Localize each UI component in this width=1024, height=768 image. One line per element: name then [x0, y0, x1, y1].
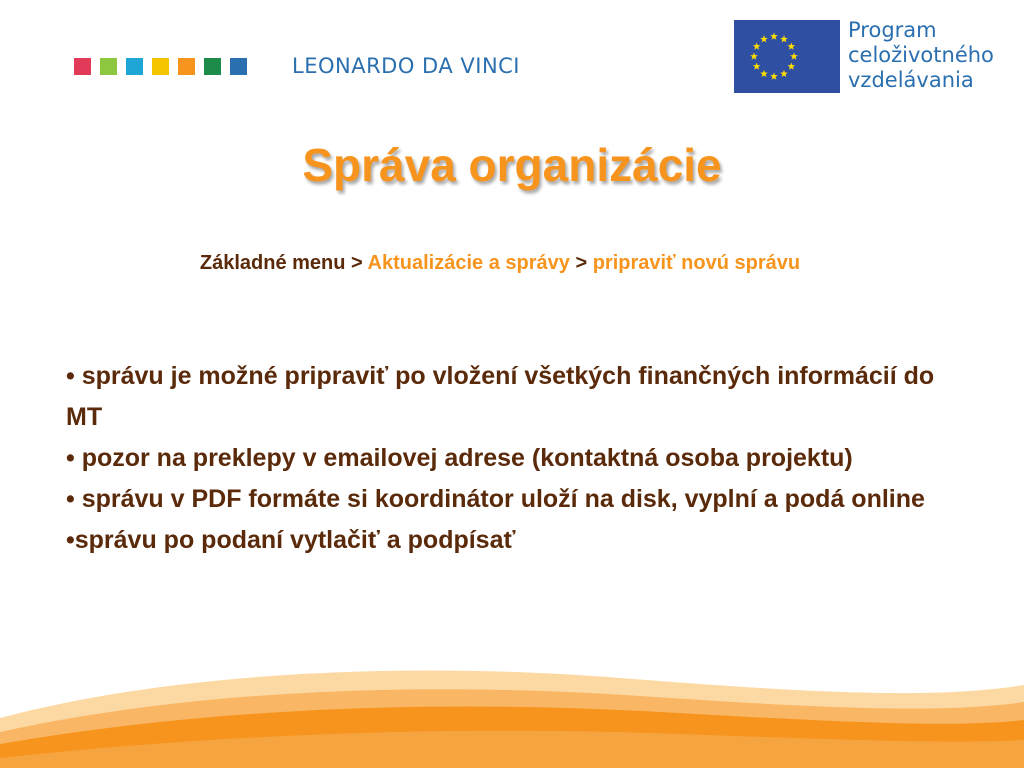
leonardo-da-vinci-logo-text: LEONARDO DA VINCI	[292, 54, 521, 78]
breadcrumb-part: Základné menu >	[199, 252, 368, 274]
bullet-list	[66, 356, 946, 561]
breadcrumb-part: >	[569, 252, 593, 274]
square-icon	[204, 58, 221, 75]
square-icon	[230, 58, 247, 75]
bullet-item: • pozor na preklepy v emailovej adrese (kontaktná osoba projektu)	[66, 444, 853, 472]
bullet-item: • správu je možné pripraviť po vložení všetkých finančných informácií do MT	[66, 362, 935, 431]
square-icon	[178, 58, 195, 75]
square-icon	[74, 58, 91, 75]
program-line: Program	[848, 18, 937, 42]
bullet-item: • správu v PDF formáte si koordinátor uloží na disk, vyplní a podá online	[66, 485, 925, 513]
breadcrumb-part: Aktualizácie a správy	[367, 252, 570, 274]
program-logo-text	[848, 18, 994, 93]
eu-flag-icon	[734, 20, 840, 93]
square-icon	[152, 58, 169, 75]
square-icon	[100, 58, 117, 75]
breadcrumb	[0, 252, 1000, 275]
footer-wave-decoration	[0, 640, 1024, 768]
program-line: celoživotného	[848, 43, 994, 67]
program-line: vzdelávania	[848, 68, 974, 92]
bullet-item: •správu po podaní vytlačiť a podpísať	[66, 526, 516, 554]
square-icon	[126, 58, 143, 75]
leonardo-color-squares	[74, 58, 247, 75]
breadcrumb-part: pripraviť novú správu	[592, 252, 801, 274]
page-title: Správa organizácie	[302, 139, 722, 191]
